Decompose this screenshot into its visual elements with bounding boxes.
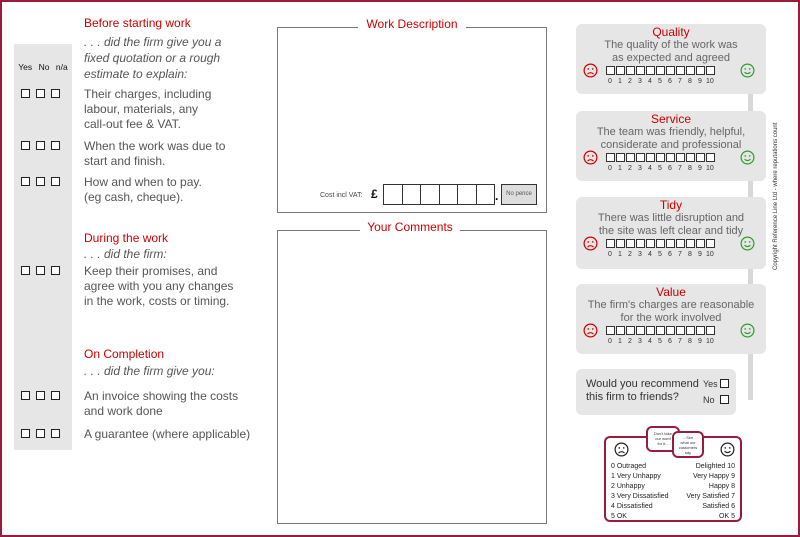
rating-checkbox-9[interactable] — [696, 326, 705, 335]
rating-number: 3 — [638, 78, 642, 85]
rating-checkbox-4[interactable] — [646, 66, 655, 75]
rating-number: 10 — [706, 338, 714, 345]
rating-number: 2 — [628, 78, 632, 85]
rating-number: 6 — [668, 78, 672, 85]
section-before-title: Before starting work — [84, 16, 191, 30]
checkbox-yes[interactable] — [21, 429, 30, 438]
rating-checkbox-8[interactable] — [686, 66, 695, 75]
rating-checkbox-5[interactable] — [656, 66, 665, 75]
checkbox-no[interactable] — [36, 266, 45, 275]
satisfaction-legend — [604, 431, 742, 522]
checkbox-row-invoice — [21, 391, 60, 400]
rating-number: 1 — [618, 165, 622, 172]
rating-number: 2 — [628, 338, 632, 345]
checkbox-no[interactable] — [36, 141, 45, 150]
question-promises: Keep their promises, and agree with you any changes in the work, costs or timing. — [84, 264, 234, 308]
rating-number: 4 — [648, 78, 652, 85]
rating-description: There was little disruption and the site was left clear and tidy — [597, 212, 745, 237]
rating-number: 7 — [678, 338, 682, 345]
rating-checkbox-10[interactable] — [706, 153, 715, 162]
rating-title: Tidy — [659, 198, 683, 212]
work-description-title: Work Description — [358, 17, 466, 31]
checkbox-na[interactable] — [51, 177, 60, 186]
question-payment: How and when to pay. (eg cash, cheque). — [84, 175, 202, 204]
rating-checkbox-0[interactable] — [606, 66, 615, 75]
checkbox-headers — [15, 62, 71, 72]
checkbox-yes[interactable] — [21, 266, 30, 275]
rating-number: 10 — [706, 78, 714, 85]
rating-checkbox-2[interactable] — [626, 326, 635, 335]
checkbox-no[interactable] — [36, 391, 45, 400]
recommend-question: Would you recommend this firm to friends? — [586, 378, 699, 403]
rating-checkbox-1[interactable] — [616, 326, 625, 335]
rating-number: 4 — [648, 165, 652, 172]
rating-checkbox-6[interactable] — [666, 66, 675, 75]
currency-symbol: £ — [371, 187, 378, 201]
rating-checkbox-3[interactable] — [636, 326, 645, 335]
rating-checkbox-2[interactable] — [626, 153, 635, 162]
speech-bubble-right: ...See what our customers say — [672, 431, 704, 458]
rating-checkbox-7[interactable] — [676, 66, 685, 75]
rating-number: 3 — [638, 251, 642, 258]
rating-checkbox-9[interactable] — [696, 66, 705, 75]
rating-checkbox-7[interactable] — [676, 326, 685, 335]
rating-number: 4 — [648, 338, 652, 345]
rating-checkbox-2[interactable] — [626, 66, 635, 75]
question-charges: Their charges, including labour, materials, any call-out fee & VAT. — [84, 87, 212, 131]
rating-number: 10 — [706, 251, 714, 258]
section-before-intro: . . . did the firm give you a fixed quotation or a rough estimate to explain: — [84, 35, 222, 81]
rating-number: 7 — [678, 165, 682, 172]
rating-value — [576, 284, 766, 354]
rating-number: 2 — [628, 251, 632, 258]
rating-checkbox-4[interactable] — [646, 239, 655, 248]
rating-checkbox-4[interactable] — [646, 326, 655, 335]
happy-face-icon — [740, 323, 755, 338]
rating-number: 3 — [638, 338, 642, 345]
rating-number: 1 — [618, 251, 622, 258]
question-timing: When the work was due to start and finish. — [84, 139, 226, 168]
legend-left-list: 0 Outraged 1 Very Unhappy 2 Unhappy 3 Very Dissatisfied 4 Dissatisfied 5 OK — [611, 463, 669, 520]
rating-checkbox-0[interactable] — [606, 326, 615, 335]
rating-checkbox-1[interactable] — [616, 66, 625, 75]
recommend-no-checkbox[interactable] — [720, 395, 729, 404]
rating-checkbox-6[interactable] — [666, 326, 675, 335]
question-guarantee: A guarantee (where applicable) — [84, 427, 251, 441]
rating-checkbox-10[interactable] — [706, 239, 715, 248]
checkbox-row-timing — [21, 141, 60, 150]
sad-face-icon — [583, 150, 598, 165]
checkbox-yes[interactable] — [21, 177, 30, 186]
rating-number: 6 — [668, 251, 672, 258]
rating-checkbox-9[interactable] — [696, 239, 705, 248]
rating-number: 7 — [678, 251, 682, 258]
checkbox-row-guarantee — [21, 429, 60, 438]
section-during-intro: . . . did the firm: — [84, 247, 167, 261]
rating-tidy — [576, 197, 766, 269]
recommend-yes-label: Yes — [703, 379, 718, 389]
rating-title: Quality — [652, 25, 690, 39]
rating-number: 3 — [638, 165, 642, 172]
rating-number: 9 — [698, 338, 702, 345]
rating-description: The team was friendly, helpful, considerate and professional — [596, 126, 746, 151]
checkbox-yes[interactable] — [21, 141, 30, 150]
rating-checkbox-5[interactable] — [656, 153, 665, 162]
rating-number: 6 — [668, 338, 672, 345]
section-completion-title: On Completion — [84, 347, 165, 361]
rating-service — [576, 111, 766, 181]
rating-title: Value — [656, 285, 686, 299]
rating-number: 8 — [688, 165, 692, 172]
rating-checkbox-6[interactable] — [666, 239, 675, 248]
rating-checkbox-8[interactable] — [686, 153, 695, 162]
rating-description: The firm's charges are reasonable for the work involved — [587, 299, 755, 324]
rating-checkbox-2[interactable] — [626, 239, 635, 248]
rating-number: 5 — [658, 78, 662, 85]
rating-number: 10 — [706, 165, 714, 172]
rating-checkbox-3[interactable] — [636, 66, 645, 75]
sad-face-icon — [614, 442, 629, 457]
rating-number: 8 — [688, 338, 692, 345]
header-na: n/a — [55, 62, 68, 72]
rating-number: 8 — [688, 78, 692, 85]
checkbox-na[interactable] — [51, 89, 60, 98]
cost-label: Cost incl VAT: — [320, 192, 363, 199]
rating-checkbox-5[interactable] — [656, 326, 665, 335]
checkbox-na[interactable] — [51, 429, 60, 438]
rating-number: 5 — [658, 338, 662, 345]
section-during-title: During the work — [84, 231, 169, 245]
speech-bubble-left: Don't take our word for it... — [646, 426, 680, 452]
checkbox-no[interactable] — [36, 89, 45, 98]
rating-number: 6 — [668, 165, 672, 172]
rating-checkbox-1[interactable] — [616, 239, 625, 248]
recommend-yes-checkbox[interactable] — [720, 379, 729, 388]
header-no: No — [38, 62, 50, 72]
rating-checkbox-6[interactable] — [666, 153, 675, 162]
rating-checkbox-8[interactable] — [686, 239, 695, 248]
rating-checkbox-9[interactable] — [696, 153, 705, 162]
checkbox-row-payment — [21, 177, 60, 186]
checkbox-row-promises — [21, 266, 60, 275]
rating-number: 0 — [608, 165, 612, 172]
happy-face-icon — [740, 236, 755, 251]
rating-number: 0 — [608, 78, 612, 85]
rating-number: 9 — [698, 78, 702, 85]
checkbox-no[interactable] — [36, 429, 45, 438]
happy-face-icon — [740, 63, 755, 78]
rating-quality — [576, 24, 766, 94]
sad-face-icon — [583, 323, 598, 338]
rating-checkbox-10[interactable] — [706, 66, 715, 75]
rating-checkbox-0[interactable] — [606, 239, 615, 248]
copyright-text: Copyright Reference Line Ltd - where reputations count — [773, 122, 779, 270]
rating-number: 4 — [648, 251, 652, 258]
rating-number: 0 — [608, 338, 612, 345]
no-pence-box: No pence — [501, 184, 537, 205]
recommend-panel — [576, 369, 736, 415]
rating-number: 9 — [698, 165, 702, 172]
rating-checkbox-1[interactable] — [616, 153, 625, 162]
rating-number: 9 — [698, 251, 702, 258]
happy-face-icon — [720, 442, 735, 457]
rating-checkbox-7[interactable] — [676, 239, 685, 248]
checkbox-no[interactable] — [36, 177, 45, 186]
checkbox-na[interactable] — [51, 266, 60, 275]
section-completion-intro: . . . did the firm give you: — [84, 364, 215, 378]
sad-face-icon — [583, 236, 598, 251]
checkbox-na[interactable] — [51, 391, 60, 400]
rating-title: Service — [650, 112, 691, 126]
checkbox-column-background — [14, 44, 72, 450]
rating-number: 1 — [618, 78, 622, 85]
checkbox-yes[interactable] — [21, 89, 30, 98]
rating-number: 5 — [658, 165, 662, 172]
recommend-no-label: No — [703, 395, 715, 405]
rating-number: 1 — [618, 338, 622, 345]
decimal-point: . — [495, 189, 499, 203]
rating-checkbox-7[interactable] — [676, 153, 685, 162]
checkbox-yes[interactable] — [21, 391, 30, 400]
rating-description: The quality of the work was as expected and agreed — [604, 39, 738, 64]
legend-right-list: Delighted 10 Very Happy 9 Happy 8 Very Satisfied 7 Satisfied 6 OK 5 — [686, 463, 735, 520]
rating-checkbox-10[interactable] — [706, 326, 715, 335]
rating-number: 0 — [608, 251, 612, 258]
rating-checkbox-3[interactable] — [636, 239, 645, 248]
rating-checkbox-0[interactable] — [606, 153, 615, 162]
rating-number: 8 — [688, 251, 692, 258]
happy-face-icon — [740, 150, 755, 165]
checkbox-na[interactable] — [51, 141, 60, 150]
cost-input[interactable] — [383, 184, 495, 205]
comments-title: Your Comments — [360, 220, 460, 234]
checkbox-row-charges — [21, 89, 60, 98]
comments-box[interactable] — [277, 230, 547, 524]
rating-checkbox-4[interactable] — [646, 153, 655, 162]
header-yes: Yes — [18, 62, 33, 72]
rating-number: 2 — [628, 165, 632, 172]
sad-face-icon — [583, 63, 598, 78]
rating-checkbox-5[interactable] — [656, 239, 665, 248]
rating-checkbox-8[interactable] — [686, 326, 695, 335]
question-invoice: An invoice showing the costs and work done — [84, 389, 239, 418]
rating-number: 5 — [658, 251, 662, 258]
rating-number: 7 — [678, 78, 682, 85]
rating-checkbox-3[interactable] — [636, 153, 645, 162]
